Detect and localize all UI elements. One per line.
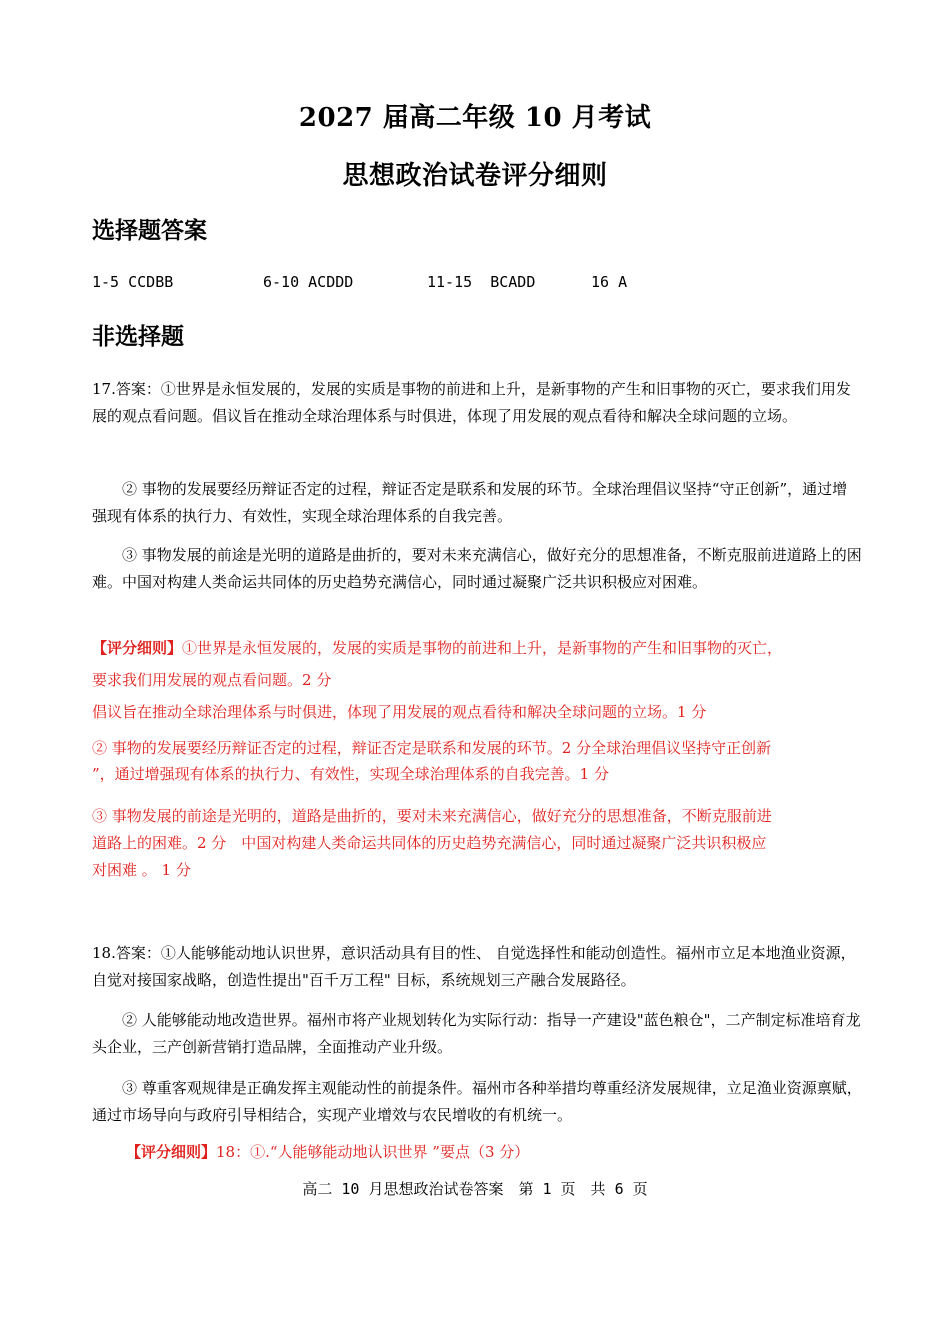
answer-group-16: 16 A — [591, 273, 628, 291]
q17-rubric-line-4: ③ 事物发展的前途是光明的，道路是曲折的，要对未来充满信心，做好充分的思想准备，不断克服前进 — [92, 807, 772, 825]
exam-title: 2027 届高二年级 10 月考试 — [298, 103, 652, 133]
page-footer: 高二 10 月思想政治试卷答案 第 1 页 共 6 页 — [302, 1180, 648, 1198]
rubric-label: 【评分细则】 — [126, 1143, 217, 1161]
document-title: 思想政治试卷评分细则 — [342, 161, 608, 191]
q17-rubric-line-4c: 对困难 。 1 分 — [92, 861, 191, 879]
answer-group-1-5: 1-5 CCDBB — [92, 273, 174, 291]
section-heading-choice: 选择题答案 — [92, 218, 207, 244]
q17-rubric-line-4b: 道路上的困难。2 分 中国对构建人类命运共同体的历史趋势充满信心，同时通过凝聚广泛共识积极应 — [92, 834, 767, 852]
q18-answer-point-3: ③ 尊重客观规律是正确发挥主观能动性的前提条件。福州市各种举措均尊重经济发展规律，立足渔业资源禀赋，通过市场导向与政府引导相结合，实现产业增效与农民增收的有机统一。 — [92, 1079, 862, 1124]
rubric-label: 【评分细则】 — [92, 639, 183, 657]
q17-rubric-line-3: ② 事物的发展要经历辩证否定的过程，辩证否定是联系和发展的环节。2 分全球治理倡议坚持守正创新 — [92, 739, 772, 757]
q17-answer-point-3: ③ 事物发展的前途是光明的道路是曲折的，要对未来充满信心，做好充分的思想准备，不断克服前进道路上的困难。中国对构建人类命运共同体的历史趋势充满信心，同时通过凝聚广泛共识积极应对困难。 — [92, 546, 862, 591]
answer-group-6-10: 6-10 ACDDD — [263, 273, 354, 291]
choice-answers-row — [0, 273, 950, 297]
q17-answer-point-2: ② 事物的发展要经历辩证否定的过程，辩证否定是联系和发展的环节。全球治理倡议坚持“守正创新”，通过增强现有体系的执行力、有效性，实现全球治理体系的自我完善。 — [92, 480, 848, 525]
section-heading-nonchoice: 非选择题 — [92, 324, 184, 350]
q17-rubric-line-2: 倡议旨在推动全球治理体系与时俱进，体现了用发展的观点看待和解决全球问题的立场。1 分 — [92, 703, 707, 721]
q17-rubric-line-1b: 要求我们用发展的观点看问题。2 分 — [92, 671, 332, 689]
q17-rubric-line-1: 【评分细则】①世界是永恒发展的，发展的实质是事物的前进和上升，是新事物的产生和旧事物的灭亡， — [92, 639, 783, 657]
q18-answer-point-2: ② 人能够能动地改造世界。福州市将产业规划转化为实际行动：指导一产建设"蓝色粮仓"，二产制定标准培育龙头企业，三产创新营销打造品牌，全面推动产业升级。 — [92, 1011, 861, 1056]
q17-rubric-line-3b: ”，通过增强现有体系的执行力、有效性，实现全球治理体系的自我完善。1 分 — [92, 765, 609, 783]
q17-answer-point-1: 17.答案：①世界是永恒发展的，发展的实质是事物的前进和上升，是新事物的产生和旧事物的灭亡，要求我们用发展的观点看问题。倡议旨在推动全球治理体系与时俱进，体现了用发展的观点看待和解决全球问题的立场。 — [92, 380, 851, 425]
answer-group-11-15: 11-15 BCADD — [427, 273, 536, 291]
q18-rubric-line-1: 【评分细则】18：①.“人能够能动地认识世界 ”要点（3 分） — [126, 1143, 530, 1161]
q18-answer-point-1: 18.答案：①人能够能动地认识世界，意识活动具有目的性、 自觉选择性和能动创造性。福州市立足本地渔业资源， 自觉对接国家战略，创造性提出"百千万工程" 目标，系统规划三产融合发展路径。 — [92, 944, 856, 989]
